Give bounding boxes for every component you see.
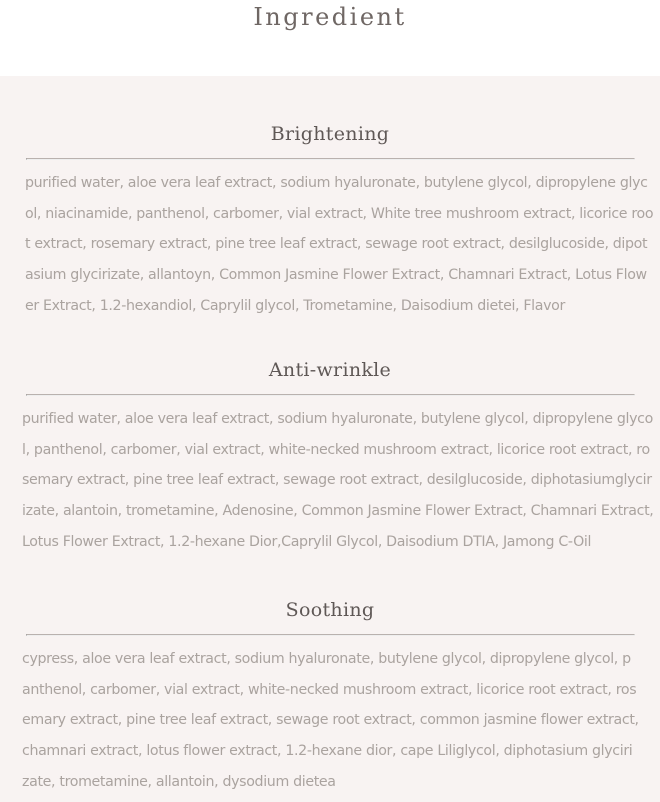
section-divider xyxy=(26,158,635,160)
page-header xyxy=(0,0,660,76)
section-divider xyxy=(26,394,635,396)
section-soothing xyxy=(0,597,660,790)
section-divider xyxy=(26,634,635,636)
page-title: Ingredient xyxy=(253,3,407,31)
ingredient-list: purified water, aloe vera leaf extract, sodium hyaluronate, butylene glycol, dipropylene glycol, panthenol, carbomer, vial extract, white-necked mushroom extract, licorice root extract, rosemary extract, pine tree leaf extract, sewage root extract, desilglucoside, diphotasiumglycirizate, alantoin, trometamine, Adenosine, Common Jasmine Flower Extract, Chamnari Extract, Lotus Flower Extract, 1.2-hexane Dior,Caprylil Glycol, Daisodium DTIA, Jamong C-Oil xyxy=(22,411,654,550)
ingredient-list: cypress, aloe vera leaf extract, sodium hyaluronate, butylene glycol, dipropylene glycol, panthenol, carbomer, vial extract, white-necked mushroom extract, licorice root extract, rosemary extract, pine tree leaf extract, sewage root extract, common jasmine flower extract, chamnari extract, lotus flower extract, 1.2-hexane dior, cape Liliglycol, diphotasium glycirizate, trometamine, allantoin, dysodium dietea xyxy=(22,651,639,790)
section-anti-wrinkle xyxy=(0,357,660,550)
ingredient-list: purified water, aloe vera leaf extract, sodium hyaluronate, butylene glycol, dipropylene glycol, niacinamide, panthenol, carbomer, vial extract, White tree mushroom extract, licorice root extract, rosemary extract, pine tree leaf extract, sewage root extract, desilglucoside, dipotasium glycirizate, allantoyn, Common Jasmine Flower Extract, Chamnari Extract, Lotus Flower Extract, 1.2-hexandiol, Caprylil glycol, Trometamine, Daisodium dietei, Flavor xyxy=(25,175,654,314)
section-title: Soothing xyxy=(285,599,375,621)
section-title: Brightening xyxy=(270,123,390,145)
section-title: Anti-wrinkle xyxy=(268,359,392,381)
section-brightening xyxy=(0,121,660,314)
ingredient-content xyxy=(0,76,660,802)
